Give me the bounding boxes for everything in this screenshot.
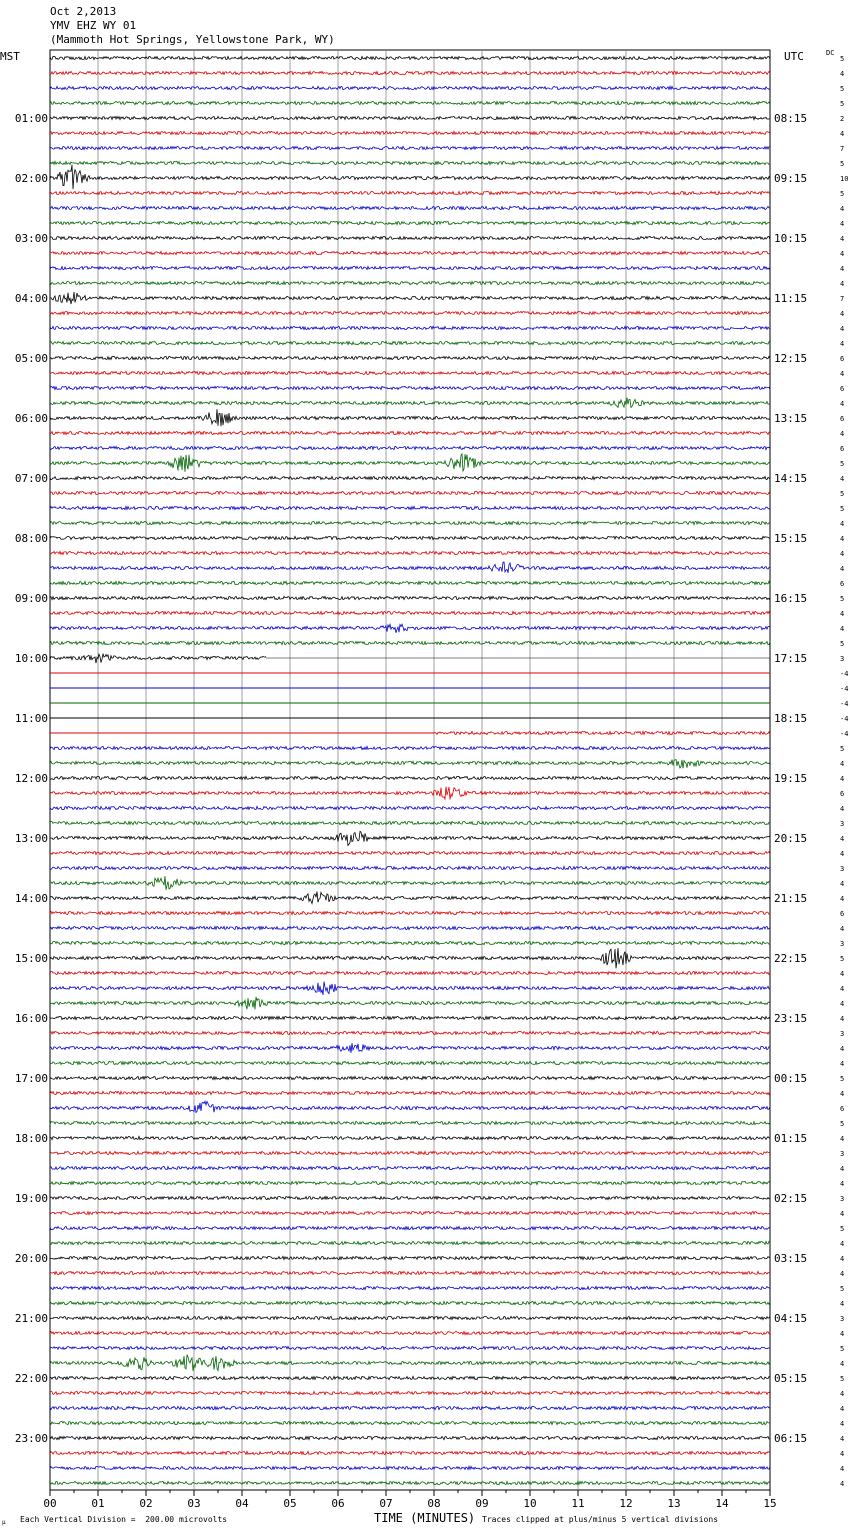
dc-offset-value: 4 xyxy=(840,280,845,288)
trace-row xyxy=(50,191,770,194)
trace-row xyxy=(50,1166,770,1169)
dc-offset-value: 4 xyxy=(840,610,845,618)
dc-offset-value: 6 xyxy=(840,415,845,423)
trace-row xyxy=(50,1436,770,1439)
dc-offset-value: 3 xyxy=(840,865,845,873)
left-hour-label: 04:00 xyxy=(14,292,48,305)
trace-row xyxy=(50,1271,770,1274)
left-hour-label: 08:00 xyxy=(14,532,48,545)
trace-row xyxy=(50,1286,770,1289)
trace-row xyxy=(50,1331,770,1334)
dc-offset-value: 4 xyxy=(840,130,845,138)
x-tick-label: 04 xyxy=(235,1497,249,1510)
dc-offset-value: 3 xyxy=(840,1315,845,1323)
trace-row xyxy=(50,165,770,189)
trace-row xyxy=(50,251,770,254)
left-hour-label: 03:00 xyxy=(14,232,48,245)
x-tick-label: 10 xyxy=(523,1497,537,1510)
dc-offset-value: 4 xyxy=(840,370,845,378)
dc-offset-value: 7 xyxy=(840,145,845,153)
trace-row xyxy=(50,1355,770,1371)
dc-offset-value: 4 xyxy=(840,775,845,783)
x-tick-label: 15 xyxy=(763,1497,777,1510)
x-tick-label: 00 xyxy=(43,1497,57,1510)
trace-row xyxy=(50,776,770,779)
right-hour-label: 05:15 xyxy=(774,1372,808,1385)
dc-offset-value: 4 xyxy=(840,880,845,888)
trace-row xyxy=(50,821,770,824)
dc-offset-value: 3 xyxy=(840,940,845,948)
trace-row xyxy=(50,1061,770,1064)
left-hour-label: 11:00 xyxy=(14,712,48,725)
trace-row xyxy=(50,581,770,584)
left-hour-label: 20:00 xyxy=(14,1252,48,1265)
dc-offset-value: 2 xyxy=(840,115,845,123)
dc-offset-value: -4 xyxy=(840,700,849,708)
x-tick-label: 02 xyxy=(139,1497,153,1510)
dc-offset-value: 5 xyxy=(840,640,845,648)
left-timezone-label: MST xyxy=(0,50,20,63)
trace-row xyxy=(50,562,770,573)
trace-row xyxy=(50,1481,770,1484)
right-hour-label: 04:15 xyxy=(774,1312,808,1325)
x-tick-label: 07 xyxy=(379,1497,393,1510)
trace-row xyxy=(50,56,770,59)
dc-offset-value: 4 xyxy=(840,1210,845,1218)
dc-offset-value: 5 xyxy=(840,1075,845,1083)
trace-row xyxy=(50,454,770,472)
header-station: YMV EHZ WY 01 xyxy=(50,19,137,32)
dc-offset-value: 4 xyxy=(840,1480,845,1488)
dc-offset-value: 5 xyxy=(840,1225,845,1233)
trace-row xyxy=(50,1016,770,1019)
right-hour-label: 22:15 xyxy=(774,952,808,965)
dc-offset-value: 6 xyxy=(840,580,845,588)
right-hour-label: 18:15 xyxy=(774,712,808,725)
dc-offset-value: 7 xyxy=(840,295,845,303)
trace-row xyxy=(50,760,770,769)
trace-row xyxy=(50,1391,770,1394)
dc-offset-value: 4 xyxy=(840,1135,845,1143)
trace-row xyxy=(50,806,770,809)
right-hour-label: 00:15 xyxy=(774,1072,808,1085)
dc-offset-value: 4 xyxy=(840,1000,845,1008)
right-hour-label: 11:15 xyxy=(774,292,808,305)
left-hour-label: 14:00 xyxy=(14,892,48,905)
dc-offset-value: 4 xyxy=(840,430,845,438)
trace-row xyxy=(50,536,770,539)
dc-offset-value: 5 xyxy=(840,85,845,93)
dc-offset-value: 6 xyxy=(840,355,845,363)
trace-row xyxy=(50,116,770,119)
right-hour-label: 16:15 xyxy=(774,592,808,605)
dc-offset-value: 4 xyxy=(840,205,845,213)
trace-row xyxy=(50,1211,770,1214)
dc-offset-value: 4 xyxy=(840,325,845,333)
trace-row xyxy=(50,1421,770,1424)
x-tick-label: 08 xyxy=(427,1497,441,1510)
dc-offset-value: 4 xyxy=(840,220,845,228)
dc-offset-value: 4 xyxy=(840,70,845,78)
trace-row xyxy=(50,876,770,890)
logo-glyph: µ xyxy=(2,1519,6,1526)
dc-offset-value: 5 xyxy=(840,1375,845,1383)
dc-offset-value: 4 xyxy=(840,265,845,273)
left-hour-label: 17:00 xyxy=(14,1072,48,1085)
dc-offset-value: 4 xyxy=(840,625,845,633)
left-hour-label: 02:00 xyxy=(14,172,48,185)
right-hour-label: 14:15 xyxy=(774,472,808,485)
dc-offset-value: 4 xyxy=(840,1435,845,1443)
dc-offset-value: 4 xyxy=(840,1300,845,1308)
dc-offset-value: 4 xyxy=(840,835,845,843)
dc-offset-value: 5 xyxy=(840,505,845,513)
x-tick-label: 01 xyxy=(91,1497,105,1510)
trace-row xyxy=(50,1181,770,1184)
trace-row xyxy=(50,311,770,314)
x-tick-label: 13 xyxy=(667,1497,681,1510)
trace-row xyxy=(50,371,770,374)
trace-row xyxy=(50,431,770,434)
trace-row xyxy=(50,941,770,944)
trace-row xyxy=(50,1301,770,1304)
trace-row xyxy=(50,1091,770,1094)
dc-offset-value: 5 xyxy=(840,490,845,498)
dc-offset-value: 4 xyxy=(840,475,845,483)
right-hour-label: 23:15 xyxy=(774,1012,808,1025)
trace-row xyxy=(50,551,770,554)
right-hour-label: 06:15 xyxy=(774,1432,808,1445)
left-hour-label: 09:00 xyxy=(14,592,48,605)
trace-row xyxy=(50,446,770,449)
right-hour-label: 08:15 xyxy=(774,112,808,125)
trace-row xyxy=(50,206,770,209)
trace-row xyxy=(50,831,770,845)
trace-row xyxy=(50,1406,770,1409)
trace-row xyxy=(50,746,770,749)
right-hour-label: 17:15 xyxy=(774,652,808,665)
trace-row xyxy=(50,1451,770,1454)
right-hour-label: 15:15 xyxy=(774,532,808,545)
dc-offset-value: 3 xyxy=(840,820,845,828)
trace-row xyxy=(50,624,770,633)
trace-row xyxy=(50,948,770,968)
trace-row xyxy=(50,866,770,869)
trace-row xyxy=(50,292,770,304)
dc-offset-value: 4 xyxy=(840,1090,845,1098)
x-tick-label: 14 xyxy=(715,1497,729,1510)
left-hour-label: 21:00 xyxy=(14,1312,48,1325)
left-hour-label: 15:00 xyxy=(14,952,48,965)
dc-offset-value: 5 xyxy=(840,160,845,168)
dc-offset-value: 6 xyxy=(840,790,845,798)
dc-offset-value: 4 xyxy=(840,535,845,543)
trace-row xyxy=(50,86,770,89)
dc-offset-value: 3 xyxy=(840,655,845,663)
trace-row xyxy=(50,971,770,974)
right-hour-label: 13:15 xyxy=(774,412,808,425)
dc-offset-value: 5 xyxy=(840,190,845,198)
left-hour-label: 19:00 xyxy=(14,1192,48,1205)
dc-offset-value: 4 xyxy=(840,1270,845,1278)
dc-offset-value: 4 xyxy=(840,1015,845,1023)
dc-offset-value: 4 xyxy=(840,1405,845,1413)
dc-offset-value: 4 xyxy=(840,550,845,558)
dc-offset-value: 3 xyxy=(840,1150,845,1158)
dc-offset-value: 4 xyxy=(840,1180,845,1188)
trace-row xyxy=(50,1376,770,1379)
trace-row xyxy=(50,221,770,224)
trace-row xyxy=(50,491,770,494)
left-hour-label: 01:00 xyxy=(14,112,48,125)
x-tick-label: 03 xyxy=(187,1497,201,1510)
left-hour-label: 05:00 xyxy=(14,352,48,365)
left-hour-label: 22:00 xyxy=(14,1372,48,1385)
trace-row xyxy=(50,1346,770,1349)
dc-offset-value: 4 xyxy=(840,1060,845,1068)
trace-row xyxy=(50,1241,770,1244)
dc-offset-value: 4 xyxy=(840,850,845,858)
dc-offset-value: -4 xyxy=(840,670,849,678)
dc-offset-value: 4 xyxy=(840,895,845,903)
dc-offset-value: 6 xyxy=(840,385,845,393)
left-hour-label: 07:00 xyxy=(14,472,48,485)
dc-offset-value: 4 xyxy=(840,1390,845,1398)
trace-row xyxy=(50,521,770,524)
right-hour-label: 03:15 xyxy=(774,1252,808,1265)
dc-offset-value: 5 xyxy=(840,460,845,468)
dc-offset-value: 4 xyxy=(840,1450,845,1458)
dc-offset-value: 5 xyxy=(840,595,845,603)
left-hour-label: 12:00 xyxy=(14,772,48,785)
trace-row xyxy=(50,641,770,644)
dc-offset-value: 5 xyxy=(840,100,845,108)
dc-offset-value: 6 xyxy=(840,910,845,918)
dc-offset-value: 4 xyxy=(840,1360,845,1368)
dc-offset-value: 5 xyxy=(840,1120,845,1128)
dc-offset-value: 5 xyxy=(840,745,845,753)
left-hour-label: 06:00 xyxy=(14,412,48,425)
dc-offset-value: 5 xyxy=(840,55,845,63)
x-tick-label: 09 xyxy=(475,1497,489,1510)
dc-offset-header: DC xyxy=(826,49,835,57)
dc-offset-value: 4 xyxy=(840,520,845,528)
x-tick-label: 12 xyxy=(619,1497,633,1510)
dc-offset-value: 4 xyxy=(840,1045,845,1053)
trace-row xyxy=(50,1031,770,1034)
trace-row xyxy=(50,1121,770,1124)
dc-offset-value: 4 xyxy=(840,1420,845,1428)
trace-row xyxy=(50,506,770,509)
dc-offset-value: 4 xyxy=(840,760,845,768)
trace-row xyxy=(50,997,770,1010)
right-hour-label: 01:15 xyxy=(774,1132,808,1145)
dc-offset-value: 4 xyxy=(840,1255,845,1263)
dc-offset-value: -4 xyxy=(840,715,849,723)
trace-row xyxy=(50,1151,770,1154)
dc-offset-value: 5 xyxy=(840,955,845,963)
trace-row xyxy=(50,476,770,479)
trace-row xyxy=(50,71,770,74)
x-tick-label: 11 xyxy=(571,1497,585,1510)
trace-row xyxy=(50,341,770,344)
dc-offset-value: 4 xyxy=(840,1240,845,1248)
scale-note: Each Vertical Division = 200.00 microvolts xyxy=(20,1515,228,1524)
trace-row xyxy=(50,1226,770,1229)
trace-row xyxy=(50,146,770,149)
x-tick-label: 05 xyxy=(283,1497,297,1510)
dc-offset-value: -4 xyxy=(840,685,849,693)
right-hour-label: 20:15 xyxy=(774,832,808,845)
trace-row xyxy=(50,851,770,854)
dc-offset-value: -4 xyxy=(840,730,849,738)
trace-row xyxy=(50,611,770,614)
trace-row xyxy=(50,1316,770,1319)
left-hour-label: 10:00 xyxy=(14,652,48,665)
dc-offset-value: 4 xyxy=(840,565,845,573)
trace-row xyxy=(50,161,770,164)
right-hour-label: 21:15 xyxy=(774,892,808,905)
header-date: Oct 2,2013 xyxy=(50,5,117,18)
dc-offset-value: 4 xyxy=(840,340,845,348)
trace-row xyxy=(50,1196,770,1199)
dc-offset-value: 6 xyxy=(840,445,845,453)
trace-row xyxy=(50,131,770,134)
dc-offset-value: 4 xyxy=(840,1465,845,1473)
trace-row xyxy=(50,398,770,408)
trace-row xyxy=(50,266,770,269)
trace-row xyxy=(50,386,770,389)
trace-row xyxy=(50,101,770,104)
dc-offset-value: 4 xyxy=(840,235,845,243)
left-hour-label: 13:00 xyxy=(14,832,48,845)
clip-note: Traces clipped at plus/minus 5 vertical divisions xyxy=(482,1515,719,1524)
dc-offset-value: 4 xyxy=(840,805,845,813)
right-timezone-label: UTC xyxy=(784,50,804,63)
trace-row xyxy=(50,911,770,914)
trace-row xyxy=(50,281,770,284)
right-hour-label: 10:15 xyxy=(774,232,808,245)
trace-row xyxy=(50,326,770,329)
trace-row xyxy=(50,236,770,239)
trace-row xyxy=(50,1136,770,1139)
trace-row xyxy=(50,654,266,663)
dc-offset-value: 4 xyxy=(840,985,845,993)
dc-offset-value: 4 xyxy=(840,925,845,933)
trace-row xyxy=(50,1043,770,1053)
trace-row xyxy=(50,356,770,359)
trace-row xyxy=(50,892,770,904)
dc-offset-value: 10 xyxy=(840,175,849,183)
trace-row xyxy=(50,1256,770,1259)
right-hour-label: 02:15 xyxy=(774,1192,808,1205)
x-axis-label: TIME (MINUTES) xyxy=(374,1511,476,1525)
trace-row xyxy=(50,926,770,929)
trace-row xyxy=(50,1101,770,1112)
dc-offset-value: 4 xyxy=(840,310,845,318)
trace-row xyxy=(50,1466,770,1469)
dc-offset-value: 5 xyxy=(840,1345,845,1353)
left-hour-label: 16:00 xyxy=(14,1012,48,1025)
left-hour-label: 23:00 xyxy=(14,1432,48,1445)
trace-row xyxy=(50,1076,770,1079)
dc-offset-value: 4 xyxy=(840,400,845,408)
dc-offset-value: 3 xyxy=(840,1030,845,1038)
right-hour-label: 09:15 xyxy=(774,172,808,185)
header-location: (Mammoth Hot Springs, Yellowstone Park, WY) xyxy=(50,33,335,46)
dc-offset-value: 5 xyxy=(840,1285,845,1293)
x-tick-label: 06 xyxy=(331,1497,345,1510)
trace-row xyxy=(50,982,770,995)
dc-offset-value: 3 xyxy=(840,1195,845,1203)
trace-row xyxy=(50,409,770,426)
dc-offset-value: 4 xyxy=(840,250,845,258)
right-hour-label: 12:15 xyxy=(774,352,808,365)
trace-row xyxy=(50,596,770,599)
dc-offset-value: 6 xyxy=(840,1105,845,1113)
trace-row xyxy=(434,731,770,734)
dc-offset-value: 4 xyxy=(840,1330,845,1338)
dc-offset-value: 4 xyxy=(840,1165,845,1173)
left-hour-label: 18:00 xyxy=(14,1132,48,1145)
trace-row xyxy=(50,787,770,800)
right-hour-label: 19:15 xyxy=(774,772,808,785)
dc-offset-value: 4 xyxy=(840,970,845,978)
